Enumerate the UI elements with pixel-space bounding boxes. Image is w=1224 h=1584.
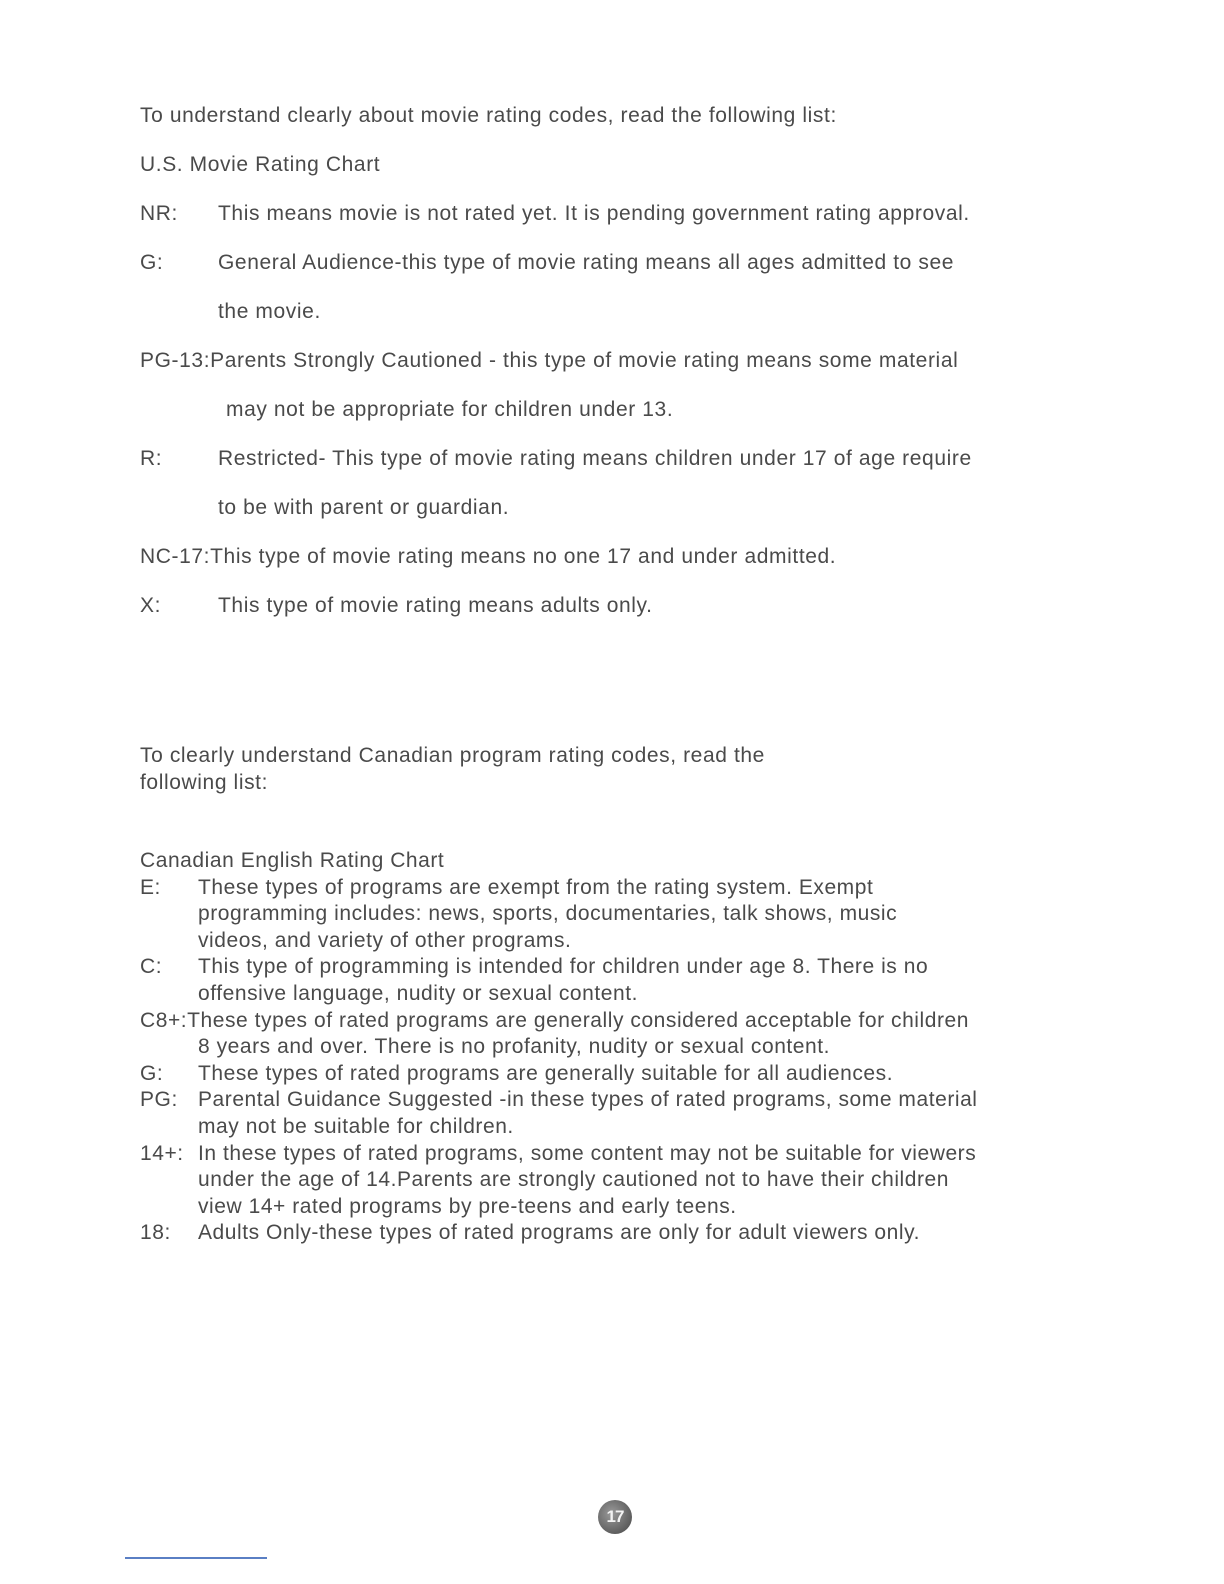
rating-description: 8 years and over. There is no profanity, nudity or sexual content.: [198, 1035, 831, 1059]
rating-description: videos, and variety of other programs.: [198, 928, 572, 952]
rating-description: to be with parent or guardian.: [218, 496, 510, 519]
us-chart-title: U.S. Movie Rating Chart: [140, 153, 381, 176]
rating-description: This type of movie rating means no one 17 and under admitted.: [210, 545, 837, 568]
rating-description: may not be suitable for children.: [198, 1114, 514, 1138]
rating-line: [140, 1008, 1130, 1035]
rating-code: E:: [140, 875, 161, 899]
rating-description: This type of programming is intended for children under age 8. There is no: [198, 955, 929, 979]
us-rating-nc17: [140, 541, 1120, 590]
canada-rating-14plus: [140, 1141, 1130, 1221]
rating-description: These types of rated programs are generally suitable for all audiences.: [198, 1061, 894, 1085]
rating-description: Restricted- This type of movie rating means children under 17 of age require: [218, 447, 972, 470]
bottom-divider: [125, 1557, 267, 1559]
rating-description: These types of rated programs are generally considered acceptable for children: [187, 1008, 969, 1032]
canada-rating-e: [140, 875, 1130, 955]
canada-rating-18: [140, 1220, 1130, 1247]
canada-chart-title: Canadian English Rating Chart: [140, 849, 445, 872]
canada-intro-line: following list:: [140, 771, 269, 794]
rating-code: C:: [140, 955, 163, 979]
rating-code: PG:: [140, 1088, 178, 1112]
rating-description: Adults Only-these types of rated programs are only for adult viewers only.: [198, 1221, 920, 1245]
us-rating-pg13: [140, 345, 1120, 443]
canada-rating-pg: [140, 1087, 1130, 1140]
rating-description: These types of programs are exempt from the rating system. Exempt: [198, 875, 874, 899]
rating-description: In these types of rated programs, some content may not be suitable for viewers: [198, 1141, 977, 1165]
canada-rating-c: [140, 954, 1130, 1007]
rating-description: This means movie is not rated yet. It is pending government rating approval.: [218, 202, 970, 225]
rating-description: Parents Strongly Cautioned - this type of movie rating means some material: [210, 349, 959, 372]
rating-description: may not be appropriate for children under 13.: [226, 398, 674, 421]
rating-line: [140, 345, 1120, 394]
us-rating-nr: [140, 198, 1120, 247]
rating-description: This type of movie rating means adults only.: [218, 594, 653, 617]
canada-rating-g: [140, 1061, 1130, 1088]
canada-rating-c8plus: [140, 1008, 1130, 1061]
rating-code: G:: [140, 1061, 164, 1085]
rating-description: General Audience-this type of movie rating means all ages admitted to see: [218, 251, 955, 274]
rating-description: the movie.: [218, 300, 321, 323]
us-rating-g: [140, 247, 1120, 345]
rating-code: 14+:: [140, 1141, 184, 1165]
rating-line: [140, 541, 1120, 590]
rating-code: NR:: [140, 202, 178, 225]
rating-code: G:: [140, 251, 164, 274]
rating-description: under the age of 14.Parents are strongly cautioned not to have their children: [198, 1168, 949, 1192]
rating-description: view 14+ rated programs by pre-teens and early teens.: [198, 1194, 737, 1218]
rating-code: PG-13:: [140, 349, 211, 372]
canada-intro-line: To clearly understand Canadian program rating codes, read the: [140, 744, 765, 767]
rating-code: NC-17:: [140, 545, 211, 568]
canada-intro: [140, 742, 900, 796]
rating-code: C8+:: [140, 1008, 188, 1032]
us-rating-x: [140, 590, 1120, 639]
us-intro: To understand clearly about movie rating codes, read the following list:: [140, 104, 837, 127]
us-rating-r: [140, 443, 1120, 541]
rating-code: 18:: [140, 1221, 171, 1245]
rating-description: offensive language, nudity or sexual content.: [198, 981, 638, 1005]
rating-description: Parental Guidance Suggested -in these types of rated programs, some material: [198, 1088, 978, 1112]
rating-description: programming includes: news, sports, documentaries, talk shows, music: [198, 902, 898, 926]
canada-rating-section: [140, 848, 1130, 1247]
rating-code: X:: [140, 594, 162, 617]
rating-code: R:: [140, 447, 163, 470]
page-number-badge: 17: [598, 1500, 632, 1534]
us-rating-section: [140, 100, 1120, 639]
